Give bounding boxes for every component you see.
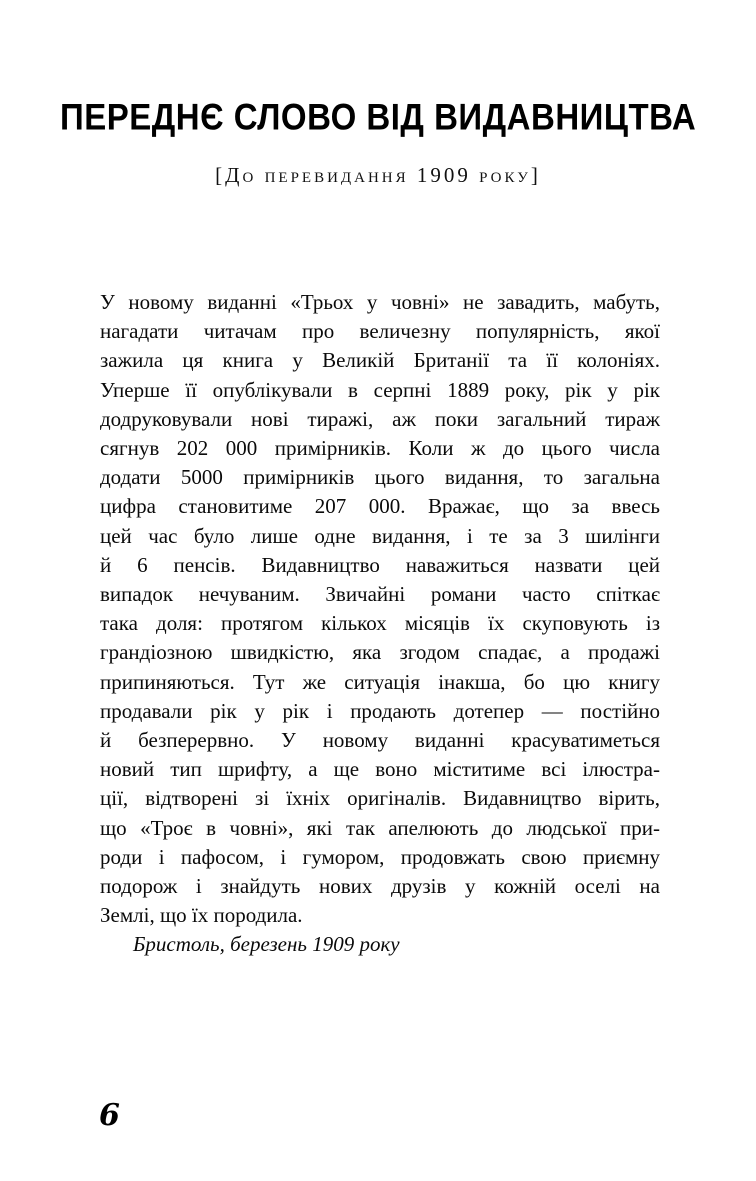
body-line: зажила ця книга у Великій Британії та її колоніях.: [100, 348, 660, 373]
body-line: Уперше її опублікували в серпні 1889 року, рік у рік: [100, 377, 660, 402]
body-line: У новому виданні «Трьох у човні» не завадить, мабуть,: [100, 290, 660, 314]
signature-line: Бристоль, березень 1909 року: [133, 932, 400, 957]
body-line: подорож і знайдуть нових друзів у кожній оселі на: [100, 874, 660, 899]
body-line: цей час було лише одне видання, і те за 3 шилінги: [100, 523, 660, 548]
body-line: й 6 пенсів. Видавництво наважиться назвати цей: [100, 552, 660, 577]
body-line: й безперервно. У новому виданні красуватиметься: [100, 728, 660, 753]
foreword-paragraph: [100, 288, 660, 960]
body-line: така доля: протягом кількох місяців їх скуповують із: [100, 611, 660, 636]
page-number: 6: [99, 1098, 120, 1133]
body-line: грандіозною швидкістю, яка згодом спадає, а продажі: [100, 640, 660, 665]
body-line: продавали рік у рік і продають дотепер — постійно: [100, 698, 660, 723]
body-line: Землі, що їх породила.: [100, 903, 303, 928]
chapter-subtitle: [До перевидання 1909 року]: [215, 163, 541, 187]
body-line: цифра становитиме 207 000. Вражає, що за ввесь: [100, 494, 660, 519]
body-line: додруковували нові тиражі, аж поки загальний тираж: [100, 406, 660, 431]
body-line: новий тип шрифту, а ще воно міститиме всі ілюстра-: [100, 757, 660, 782]
body-line: ції, відтворені зі їхніх оригіналів. Видавництво вірить,: [100, 786, 660, 811]
body-line: додати 5000 примірників цього видання, то загальна: [100, 465, 660, 490]
body-line: припиняються. Тут же ситуація інакша, бо цю книгу: [100, 669, 660, 694]
body-line: нагадати читачам про величезну популярність, якої: [100, 319, 660, 344]
body-line: що «Троє в човні», які так апелюють до людської при-: [100, 815, 660, 840]
body-line: сягнув 202 000 примірників. Коли ж до цього числа: [100, 436, 660, 461]
body-line: роди і пафосом, і гумором, продовжать свою приємну: [100, 844, 660, 869]
chapter-title: ПЕРЕДНЄ СЛОВО ВІД ВИДАВНИЦТВА: [60, 96, 697, 138]
body-line: випадок нечуваним. Звичайні романи часто спіткає: [100, 582, 660, 607]
